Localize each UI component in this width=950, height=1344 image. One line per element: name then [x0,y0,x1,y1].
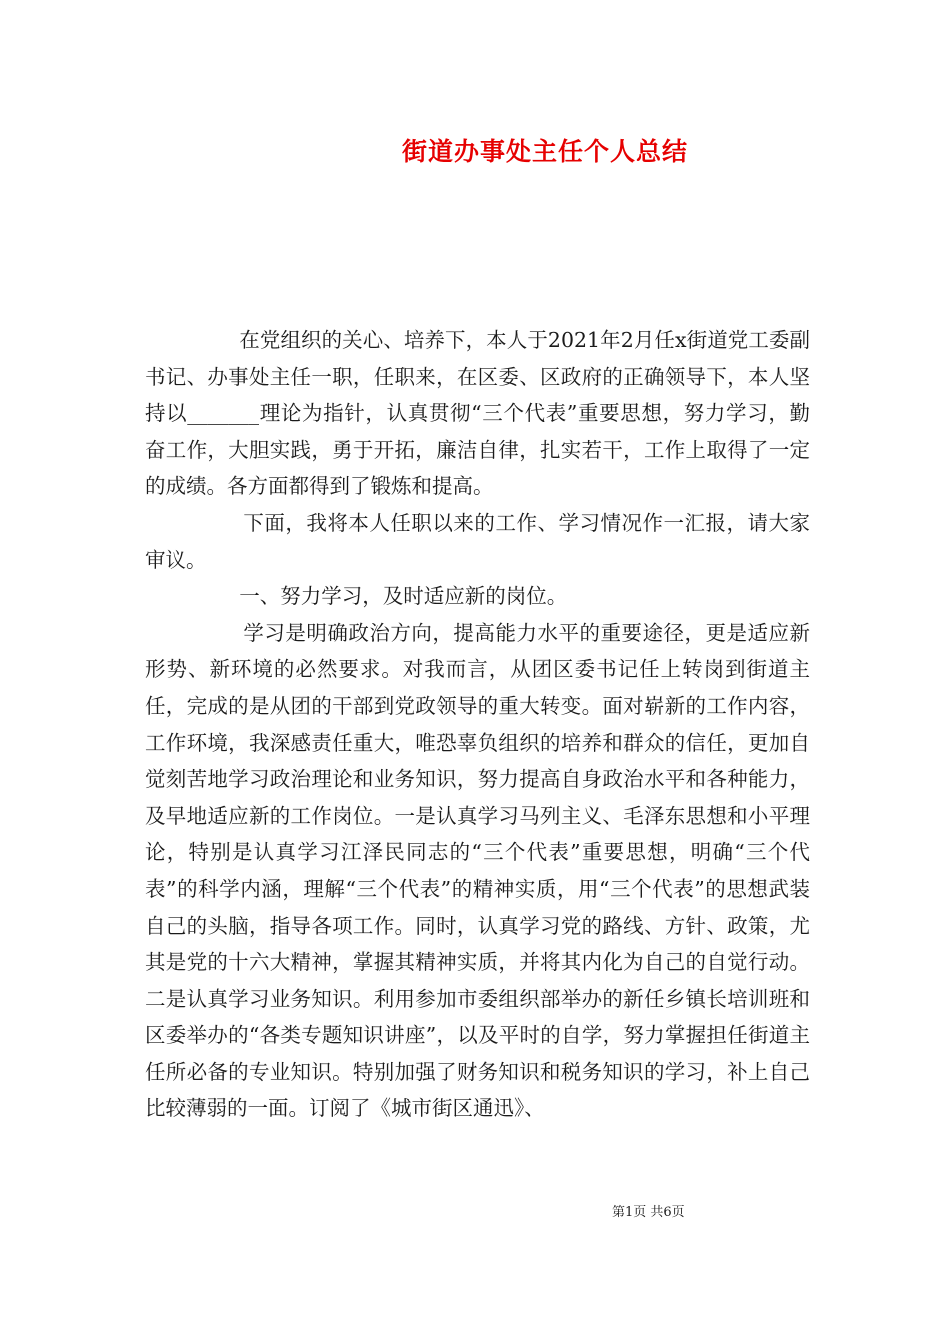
section-heading-1: 一、努力学习，及时适应新的岗位。 [239,584,568,609]
document-title: 街道办事处主任个人总结 [401,137,688,166]
paragraph-report: 下面，我将本人任职以来的工作、学习情况作一汇报，请大家审议。 [145,510,810,572]
document-body [145,322,810,1127]
paragraph-study: 学习是明确政治方向，提高能力水平的重要途径，更是适应新形势、新环境的必然要求。对我而言，从团区委书记任上转岗到街道主任，完成的是从团的干部到党政领导的重大转变。面对崭新的工作内容，工作环境，我深感责任重大，唯恐辜负组织的培养和群众的信任，更加自觉刻苦地学习政治理论和业务知识，努力提高自身政治水平和各种能力，及早地适应新的工作岗位。一是认真学习马列主义、毛泽东思想和小平理论，特别是认真学习江泽民同志的“三个代表”重要思想，明确“三个代表”的科学内涵，理解“三个代表”的精神实质，用“三个代表”的思想武装自己的头脑，指导各项工作。同时，认真学习党的路线、方针、政策，尤其是党的十六大精神，掌握其精神实质，并将其内化为自己的自觉行动。二是认真学习业务知识。利用参加市委组织部举办的新任乡镇长培训班和区委举办的“各类专题知识讲座”，以及平时的自学，努力掌握担任街道主任所必备的专业知识。特别加强了财务知识和税务知识的学习，补上自己比较薄弱的一面。订阅了《城市街区通迅》、 [145,620,810,1121]
page-number: 第1页 共6页 [612,1205,685,1220]
paragraph-intro: 在党组织的关心、培养下，本人于2021年2月任x街道党工委副书记、办事处主任一职，任职来，在区委、区政府的正确领导下，本人坚持以_______理论为指针，认真贯彻“三个代表”重要思想，努力学习，勤奋工作，大胆实践，勇于开拓，廉洁自律，扎实若干，工作上取得了一定的成绩。各方面都得到了锻炼和提高。 [145,328,810,499]
